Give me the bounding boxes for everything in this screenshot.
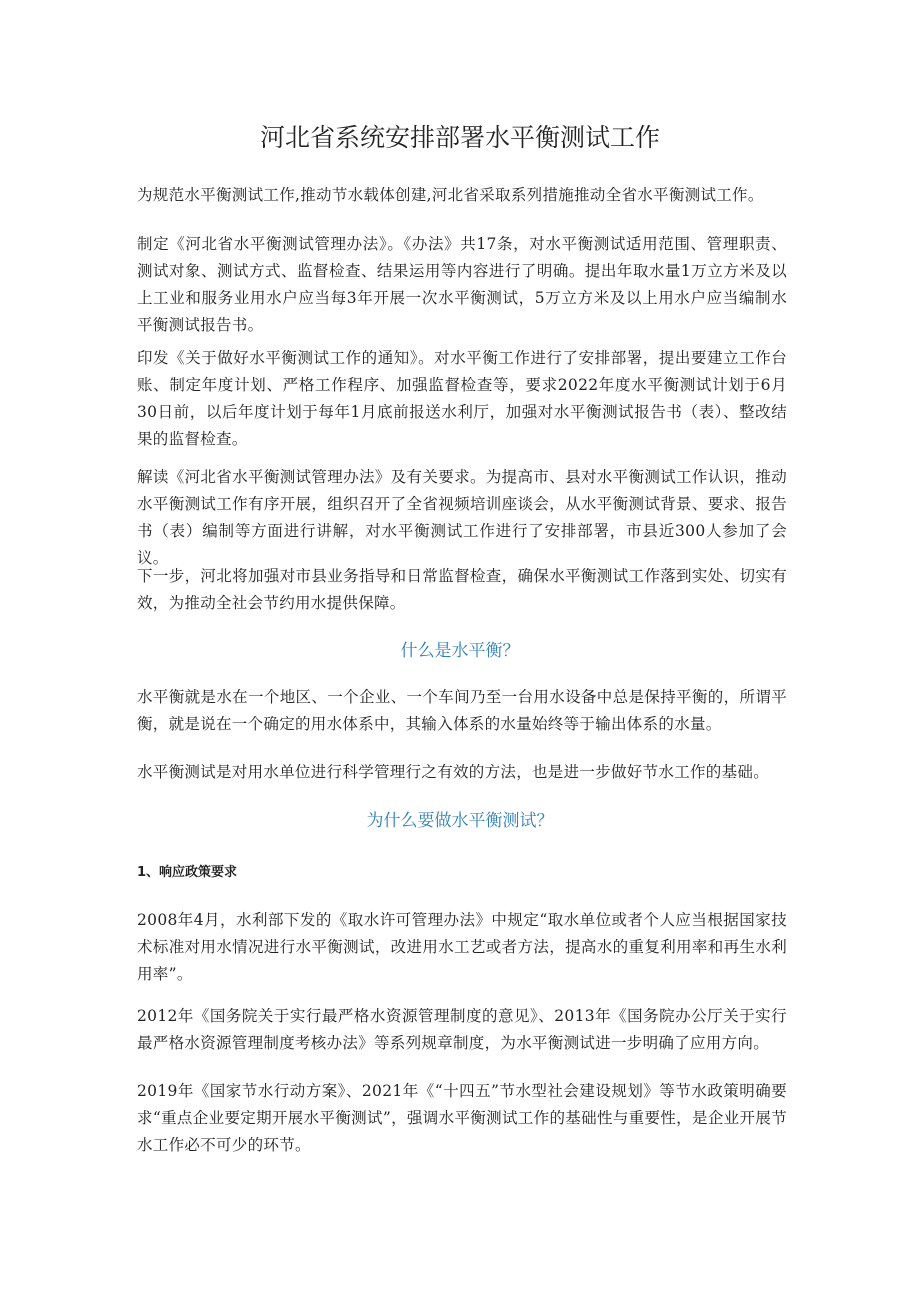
paragraph-2012: 2012年《国务院关于实行最严格水资源管理制度的意见》、2013年《国务院办公厅关于实行最严格水资源管理制度考核办法》等系列规章制度，为水平衡测试进一步明确了应用方向。 bbox=[137, 1007, 787, 1052]
paragraph-method: 水平衡测试是对用水单位进行科学管理行之有效的方法，也是进一步做好节水工作的基础。 bbox=[137, 763, 770, 781]
paragraph-2019: 2019年《国家节水行动方案》、2021年《“十四五”节水型社会建设规划》等节水政策明确要求“重点企业要定期开展水平衡测试”，强调水平衡测试工作的基础性与重要性，是企业开展节水工作必不可少的环节。 bbox=[137, 1082, 787, 1154]
section-heading-why: 为什么要做水平衡测试？ bbox=[366, 811, 554, 831]
paragraph-next-step: 下一步，河北将加强对市县业务指导和日常监督检查，确保水平衡测试工作落到实处、切实有效，为推动全社会节约用水提供保障。 bbox=[137, 567, 787, 612]
intro-paragraph: 为规范水平衡测试工作,推动节水载体创建,河北省采取系列措施推动全省水平衡测试工作。 bbox=[137, 186, 764, 204]
paragraph-definition: 水平衡就是水在一个地区、一个企业、一个车间乃至一台用水设备中总是保持平衡的，所谓平衡，就是说在一个确定的用水体系中，其输入体系的水量始终等于输出体系的水量。 bbox=[137, 688, 787, 733]
section-heading-what-is: 什么是水平衡？ bbox=[400, 641, 520, 661]
paragraph-measures-regulation: 制定《河北省水平衡测试管理办法》。《办法》共17条，对水平衡测试适用范围、管理职责、测试对象、测试方式、监督检查、结果运用等内容进行了明确。提出年取水量1万立方米及以上工业和服务业用水户应当每3年开展一次水平衡测试，5万立方米及以上用水户应当编制水平衡测试报告书。 bbox=[137, 235, 787, 334]
subheading-policy: 1、响应政策要求 bbox=[137, 865, 238, 880]
document-title: 河北省系统安排部署水平衡测试工作 bbox=[259, 123, 660, 152]
paragraph-2008: 2008年4月，水利部下发的《取水许可管理办法》中规定“取水单位或者个人应当根据国家技术标准对用水情况进行水平衡测试，改进用水工艺或者方法，提高水的重复利用率和再生水利用率”。 bbox=[137, 911, 787, 983]
paragraph-notice: 印发《关于做好水平衡测试工作的通知》。对水平衡工作进行了安排部署，提出要建立工作台账、制定年度计划、严格工作程序、加强监督检查等，要求2022年度水平衡测试计划于6月30日前，以后年度计划于每年1月底前报送水利厅，加强对水平衡测试报告书（表）、整改结果的监督检查。 bbox=[137, 349, 787, 448]
paragraph-interpretation: 解读《河北省水平衡测试管理办法》及有关要求。为提高市、县对水平衡测试工作认识，推动水平衡测试工作有序开展，组织召开了全省视频培训座谈会，从水平衡测试背景、要求、报告书（表）编制等方面进行讲解，对水平衡测试工作进行了安排部署，市县近300人参加了会议。 bbox=[137, 468, 787, 567]
